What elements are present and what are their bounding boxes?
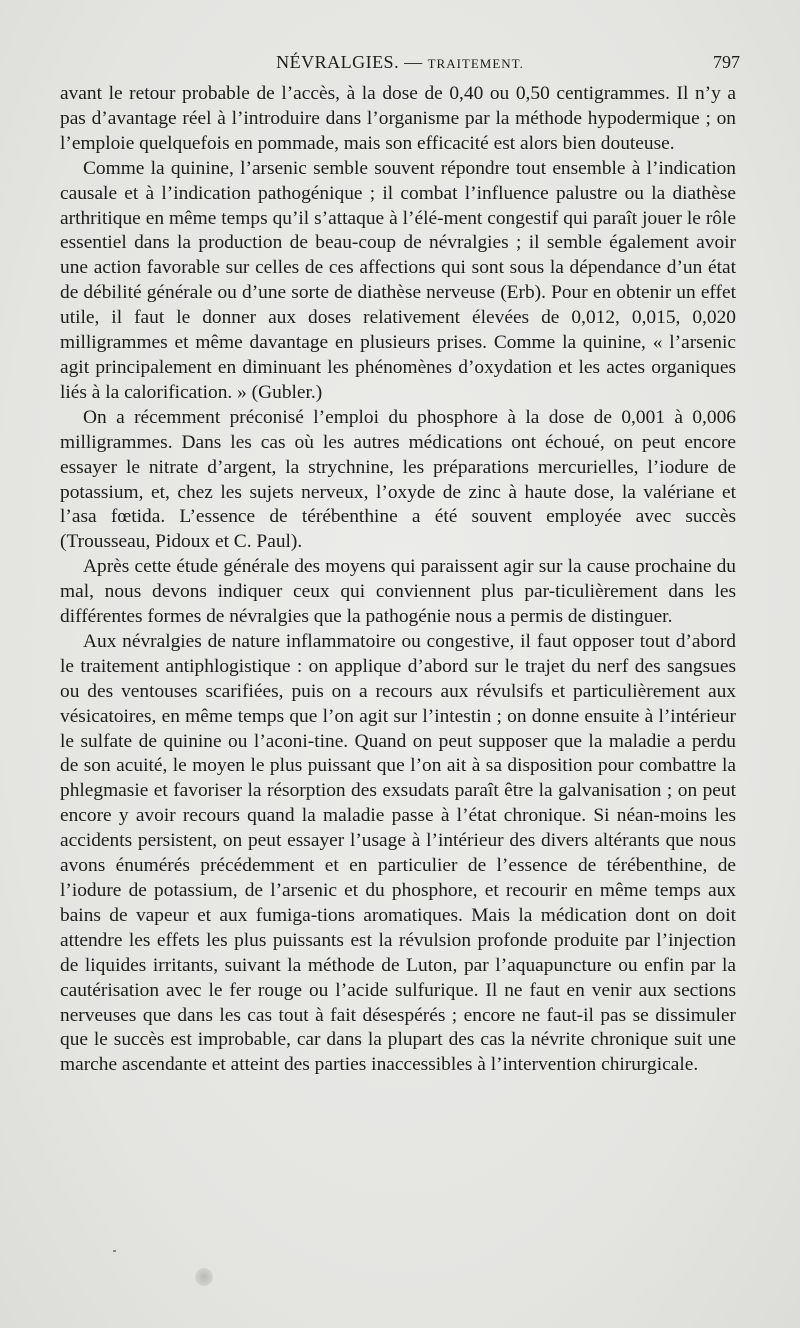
body-text — [60, 82, 736, 1078]
paragraph-3: On a récemment préconisé l’emploi du phosphore à la dose de 0,001 à 0,006 milligrammes. Dans les cas où les autres médications ont échoué, on peut encore essayer le nitrate d’argent, la strychnine, les préparations mercurielles, l’iodure de potassium, et, chez les sujets nerveux, l’oxyde de zinc à haute dose, la valériane et l’asa fœtida. L’essence de térébenthine a été souvent employée avec succès (Trousseau, Pidoux et C. Paul). — [60, 406, 736, 553]
running-header — [60, 50, 740, 78]
paper-stain — [195, 1268, 213, 1286]
print-mark — [113, 1250, 116, 1252]
paragraph-2: Comme la quinine, l’arsenic semble souvent répondre tout ensemble à l’indication causale et à l’indication pathogénique ; il combat l’influence palustre ou la diathèse arthritique en même temps qu’il s’attaque à l’élé-ment congestif qui paraît jouer le rôle essentiel dans la production de beau-coup de névralgies ; il semble également avoir une action favorable sur celles de ces affections qui sont sous la dépendance d’un état de débilité générale ou d’une sorte de diathèse nerveuse (Erb). Pour en obtenir un effet utile, il faut le donner aux doses relativement élevées de 0,012, 0,015, 0,020 milligrammes et même davantage en plusieurs prises. Comme la quinine, « l’arsenic agit principalement en diminuant les phénomènes d’oxydation et les actes organiques liés à la calorification. » (Gubler.) — [60, 157, 736, 403]
header-title: NÉVRALGIES. — [276, 52, 400, 72]
paragraph-4: Après cette étude générale des moyens qui paraissent agir sur la cause prochaine du mal, nous devons indiquer ceux qui conviennent plus par-ticulièrement dans les différentes formes de névralgies que la pathogénie nous a permis de distinguer. — [60, 556, 736, 628]
running-title — [60, 52, 740, 73]
header-separator: — — [399, 52, 428, 72]
page-number: 797 — [713, 52, 740, 72]
paragraph-5: Aux névralgies de nature inflammatoire ou congestive, il faut opposer tout d’abord le traitement antiphlogistique : on applique d’abord sur le trajet du nerf des sangsues ou des ventouses scarifiées, puis on a recours aux révulsifs et particulièrement aux vésicatoires, en même temps que l’on agit sur l’intestin ; on donne ensuite à l’intérieur le sulfate de quinine ou l’aconi-tine. Quand on peut supposer que la maladie a perdu de son acuité, le moyen le plus puissant que l’on ait à sa disposition pour combattre la phlegmasie et favoriser la résorption des exsudats paraît être la galvanisation ; on peut encore y avoir recours quand la maladie passe à l’état chronique. Si néan-moins les accidents persistent, on peut essayer l’usage à l’intérieur des divers altérants que nous avons énumérés précédemment et en particulier de l’essence de térébenthine, de l’iodure de potassium, de l’arsenic et du phosphore, et recourir en même temps aux bains de vapeur et aux fumiga-tions aromatiques. Mais la médication dont on doit attendre les effets les plus puissants est la révulsion profonde produite par l’injection de liquides irritants, suivant la méthode de Luton, par l’aquapuncture ou enfin par la cautérisation avec le fer rouge ou l’acide sulfurique. Il ne faut en venir aux sections nerveuses que dans les cas tout à fait désespérés ; encore ne faut-il pas se dissimuler que le succès est improbable, car dans la plupart des cas la névrite chronique suit une marche ascendante et atteint des parties inaccessibles à l’intervention chirurgicale. — [60, 630, 736, 1076]
header-subtitle: TRAITEMENT. — [427, 56, 524, 71]
paragraph-1: avant le retour probable de l’accès, à la dose de 0,40 ou 0,50 centigrammes. Il n’y a pas d’avantage réel à l’introduire dans l’organisme par la méthode hypodermique ; on l’emploie quelquefois en pommade, mais son efficacité est alors bien douteuse. — [60, 83, 736, 154]
